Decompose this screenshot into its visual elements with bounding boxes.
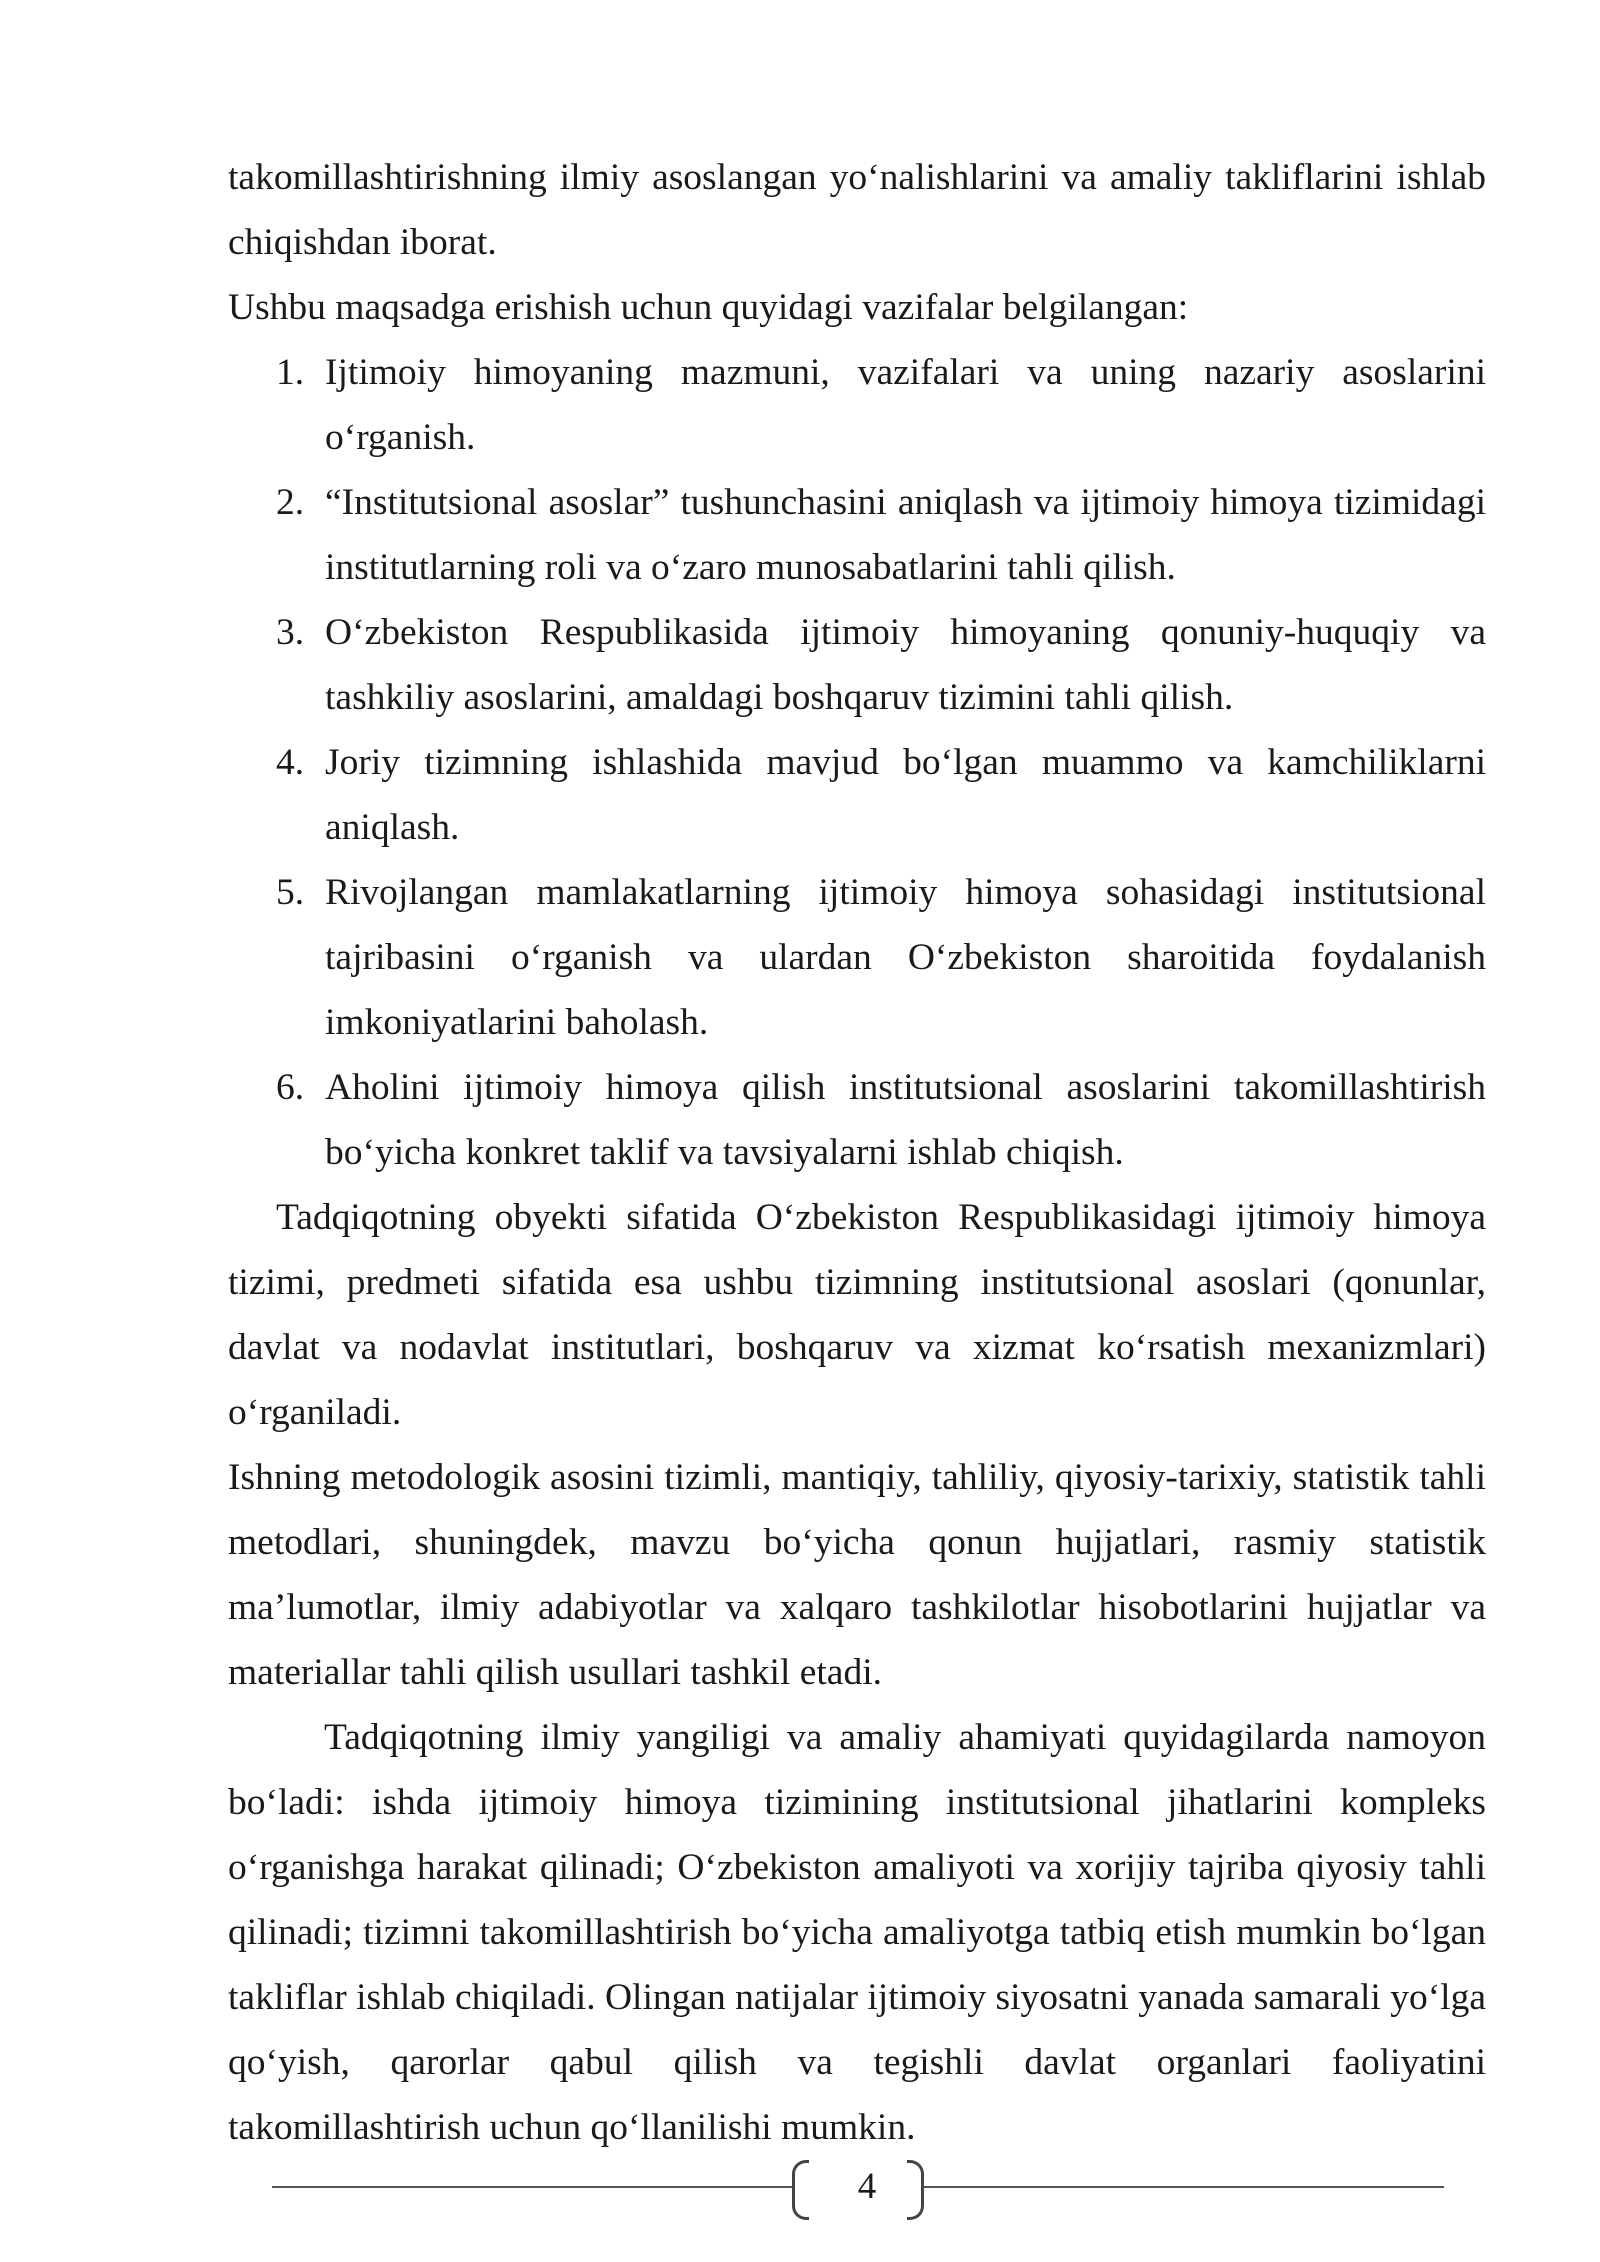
footer-divider-right <box>924 2186 1444 2188</box>
tasks-intro: Ushbu maqsadga erishish uchun quyidagi vazifalar belgilangan: <box>228 287 1189 328</box>
list-item-text: Aholini ijtimoiy himoya qilish institutsional asoslarini takomillashtirish bo‘yicha konkret taklif va tavsiyalarni ishlab chiqish. <box>325 1067 1486 1173</box>
list-item <box>228 730 1486 860</box>
list-item <box>228 470 1486 600</box>
document-body <box>228 145 1486 2160</box>
tasks-list <box>228 340 1486 1185</box>
list-item-text: O‘zbekiston Respublikasida ijtimoiy himoyaning qonuniy-huquqiy va tashkiliy asoslarini, amaldagi boshqaruv tizimini tahli qilish. <box>325 612 1486 718</box>
list-item-number: 5. <box>276 872 305 913</box>
list-item-text: “Institutsional asoslar” tushunchasini aniqlash va ijtimoiy himoya tizimidagi institutlarning roli va o‘zaro munosabatlarini tahli qilish. <box>325 482 1486 588</box>
novelty-paragraph: Tadqiqotning ilmiy yangiligi va amaliy ahamiyati quyidagilarda namoyon bo‘ladi: ishda ijtimoiy himoya tizimining institutsional jihatlarini kompleks o‘rganishga harakat qilinadi; O‘zbekiston amaliyoti va xorijiy tajriba qiyosiy tahli qilinadi; tizimni takomillashtirish bo‘yicha amaliyotga tatbiq etish mumkin bo‘lgan takliflar ishlab chiqiladi. Olingan natijalar ijtimoiy siyosatni yanada samarali yo‘lga qo‘yish, qarorlar qabul qilish va tegishli davlat organlari faoliyatini takomillashtirish uchun qo‘llanilishi mumkin. <box>228 1717 1486 2148</box>
list-item-text: Joriy tizimning ishlashida mavjud bo‘lgan muammo va kamchiliklarni aniqlash. <box>325 742 1486 848</box>
list-item-text: Rivojlangan mamlakatlarning ijtimoiy himoya sohasidagi institutsional tajribasini o‘rganish va ulardan O‘zbekiston sharoitida foydalanish imkoniyatlarini baholash. <box>325 872 1486 1043</box>
list-item-text: Ijtimoiy himoyaning mazmuni, vazifalari va uning nazariy asoslarini o‘rganish. <box>325 352 1486 458</box>
page-number: 4 <box>857 2166 877 2207</box>
page-footer <box>272 2150 1444 2220</box>
list-item <box>228 860 1486 1055</box>
list-item-number: 4. <box>276 742 305 783</box>
footer-divider-left <box>272 2186 792 2188</box>
left-bracket-icon <box>792 2160 809 2220</box>
list-item <box>228 1055 1486 1185</box>
list-item-number: 1. <box>276 352 305 393</box>
methodology-paragraph: Ishning metodologik asosini tizimli, mantiqiy, tahliliy, qiyosiy-tarixiy, statistik tahli metodlari, shuningdek, mavzu bo‘yicha qonun hujjatlari, rasmiy statistik ma’lumotlar, ilmiy adabiyotlar va xalqaro tashkilotlar hisobotlarini hujjatlar va materiallar tahli qilish usullari tashkil etadi. <box>228 1457 1486 1693</box>
list-item <box>228 600 1486 730</box>
list-item-number: 6. <box>276 1067 305 1108</box>
right-bracket-icon <box>907 2160 924 2220</box>
list-item <box>228 340 1486 470</box>
list-item-number: 3. <box>276 612 305 653</box>
intro-continuation: takomillashtirishning ilmiy asoslangan yo‘nalishlarini va amaliy takliflarini ishlab chiqishdan iborat. <box>228 157 1486 263</box>
list-item-number: 2. <box>276 482 305 523</box>
object-paragraph: Tadqiqotning obyekti sifatida O‘zbekiston Respublikasidagi ijtimoiy himoya tizimi, predmeti sifatida esa ushbu tizimning institutsional asoslari (qonunlar, davlat va nodavlat institutlari, boshqaruv va xizmat ko‘rsatish mexanizmlari) o‘rganiladi. <box>228 1197 1486 1433</box>
